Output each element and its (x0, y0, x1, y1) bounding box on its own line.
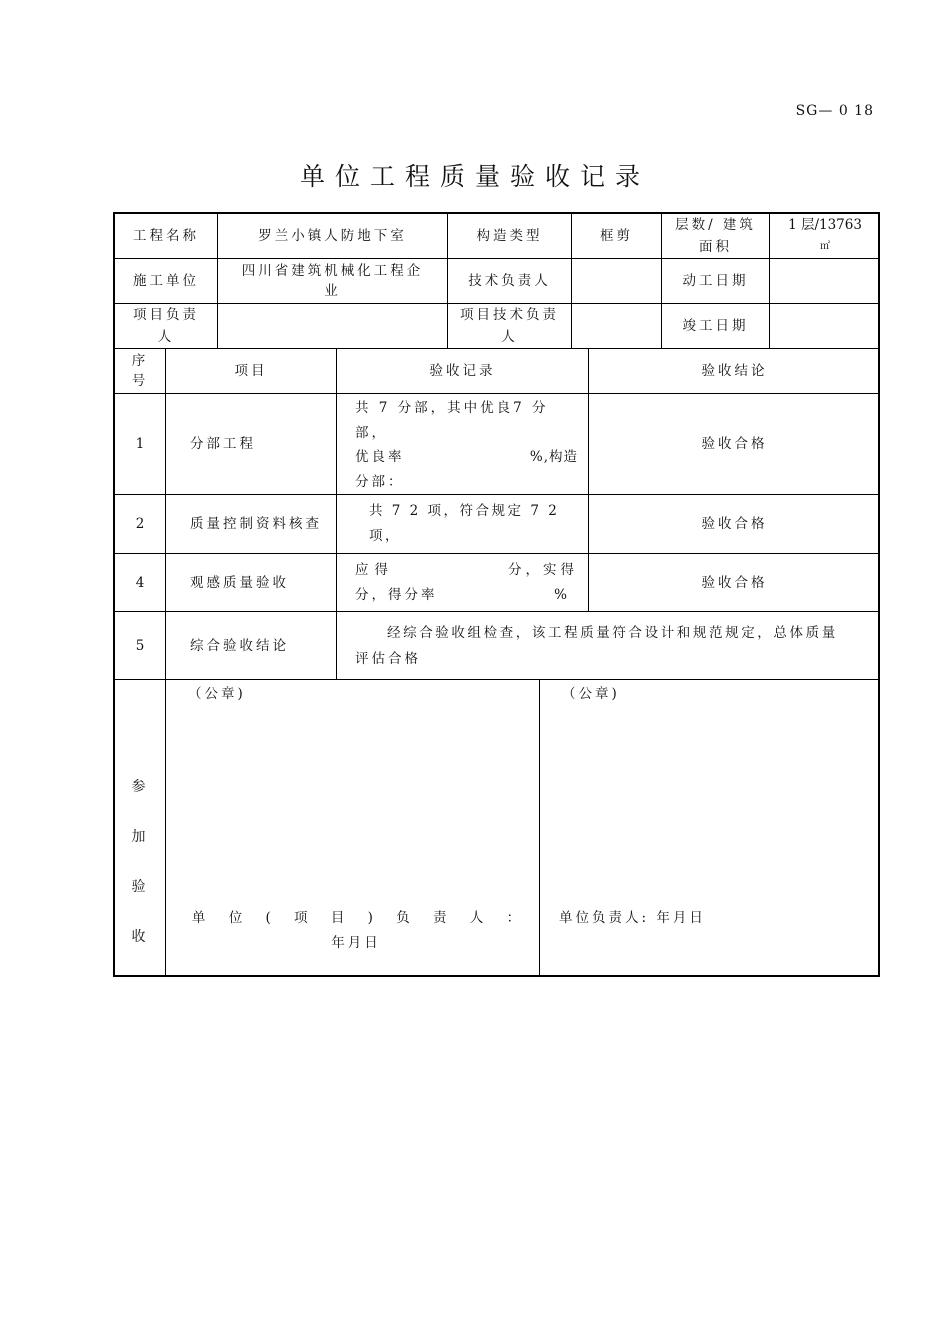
left-signature-line1: 单 位 ( 项 目 ) 负 责 人 ： (191, 910, 521, 926)
item-header: 项目 (166, 349, 337, 394)
finish-date-label: 竣工日期 (662, 304, 770, 349)
start-date-value (770, 259, 880, 304)
side-label-char4: 收 (131, 929, 149, 945)
project-tech-lead-value (572, 304, 662, 349)
row1-record (337, 394, 589, 495)
row4-item: 观感质量验收 (166, 554, 337, 612)
side-label-char2: 加 (131, 829, 149, 845)
row1-record-line2b: %,构造 (529, 449, 578, 465)
row2-item: 质量控制资料核查 (166, 495, 337, 554)
row4-record-line2a: 分，得分率 (355, 587, 438, 603)
participants-side-label (115, 680, 166, 977)
row4-record-line2 (355, 583, 578, 608)
row4-record-line2b: % (554, 587, 570, 603)
project-tech-lead-label-line2: 人 (501, 329, 518, 345)
row4-conclusion: 验收合格 (589, 554, 880, 612)
row2-seq: 2 (115, 495, 166, 554)
row4-record-line1 (355, 558, 578, 583)
row5-seq: 5 (115, 612, 166, 680)
row2-record (337, 495, 589, 554)
row4-record-line1b: 分，实得 (508, 562, 578, 578)
project-name-value: 罗兰小镇人防地下室 (218, 214, 448, 259)
seq-header-line1: 序 (131, 353, 149, 369)
side-label-char3: 验 (131, 879, 149, 895)
tech-lead-label: 技术负责人 (448, 259, 572, 304)
project-name-label: 工程名称 (115, 214, 218, 259)
start-date-label: 动工日期 (662, 259, 770, 304)
structure-type-value: 框剪 (572, 214, 662, 259)
project-lead-label (115, 304, 218, 349)
left-signature-line2: 年月日 (331, 935, 381, 951)
floors-area-value-line2: ㎡ (820, 241, 830, 252)
row5-record (337, 612, 880, 680)
side-label-char1: 参 (131, 779, 149, 795)
project-tech-lead-label (448, 304, 572, 349)
floors-area-value-line1: 1 层/13763 (788, 217, 862, 233)
row1-seq: 1 (115, 394, 166, 495)
project-lead-value (218, 304, 448, 349)
row5-record-line1: 经综合验收组检查，该工程质量符合设计和规范规定，总体质量 (387, 625, 838, 641)
row4-record-line1a: 应得 (355, 562, 394, 578)
contractor-value-line1: 四川省建筑机械化工程企 (241, 263, 424, 279)
row1-record-line2 (355, 445, 578, 470)
tech-lead-value (572, 259, 662, 304)
row4-seq: 4 (115, 554, 166, 612)
row5-item: 综合验收结论 (166, 612, 337, 680)
contractor-value (218, 259, 448, 304)
row1-conclusion: 验收合格 (589, 394, 880, 495)
row2-conclusion: 验收合格 (589, 495, 880, 554)
row5-record-line2: 评估合格 (355, 651, 421, 667)
floors-area-label (662, 214, 770, 259)
floors-area-value (770, 214, 880, 259)
left-signature (190, 906, 522, 956)
participant-left-box (166, 680, 540, 977)
project-tech-lead-label-line1: 项目技术负责 (460, 307, 559, 323)
structure-type-label: 构造类型 (448, 214, 572, 259)
row4-record (337, 554, 589, 612)
row1-item: 分部工程 (166, 394, 337, 495)
acceptance-table (113, 212, 880, 977)
page-title: 单位工程质量验收记录 (299, 162, 650, 191)
seq-header (115, 349, 166, 394)
row1-record-line2a: 优良率 (355, 449, 405, 465)
row1-record-line1: 共 7 分部，其中优良7 分部， (355, 400, 549, 441)
participant-right-box (540, 680, 880, 977)
row2-record-line1: 共 7 2 项，符合规定 7 2 项， (369, 503, 560, 544)
right-signature: 单位负责人: 年月日 (559, 910, 706, 926)
floors-area-label-line2: 面积 (699, 239, 732, 255)
right-official-seal: （公章) (562, 686, 620, 702)
conclusion-header: 验收结论 (589, 349, 880, 394)
floors-area-label-line1: 层数/ 建筑 (675, 217, 756, 233)
seq-header-line2: 号 (131, 373, 149, 389)
row1-record-line3: 分部： (355, 473, 405, 490)
document-code: SG— 0 18 (795, 103, 874, 119)
contractor-value-line2: 业 (324, 283, 341, 299)
left-official-seal: （公章) (188, 686, 246, 702)
record-header: 验收记录 (337, 349, 589, 394)
contractor-label: 施工单位 (115, 259, 218, 304)
finish-date-value (770, 304, 880, 349)
project-lead-label-line1: 项目负责 (133, 307, 199, 323)
project-lead-label-line2: 人 (157, 329, 175, 345)
